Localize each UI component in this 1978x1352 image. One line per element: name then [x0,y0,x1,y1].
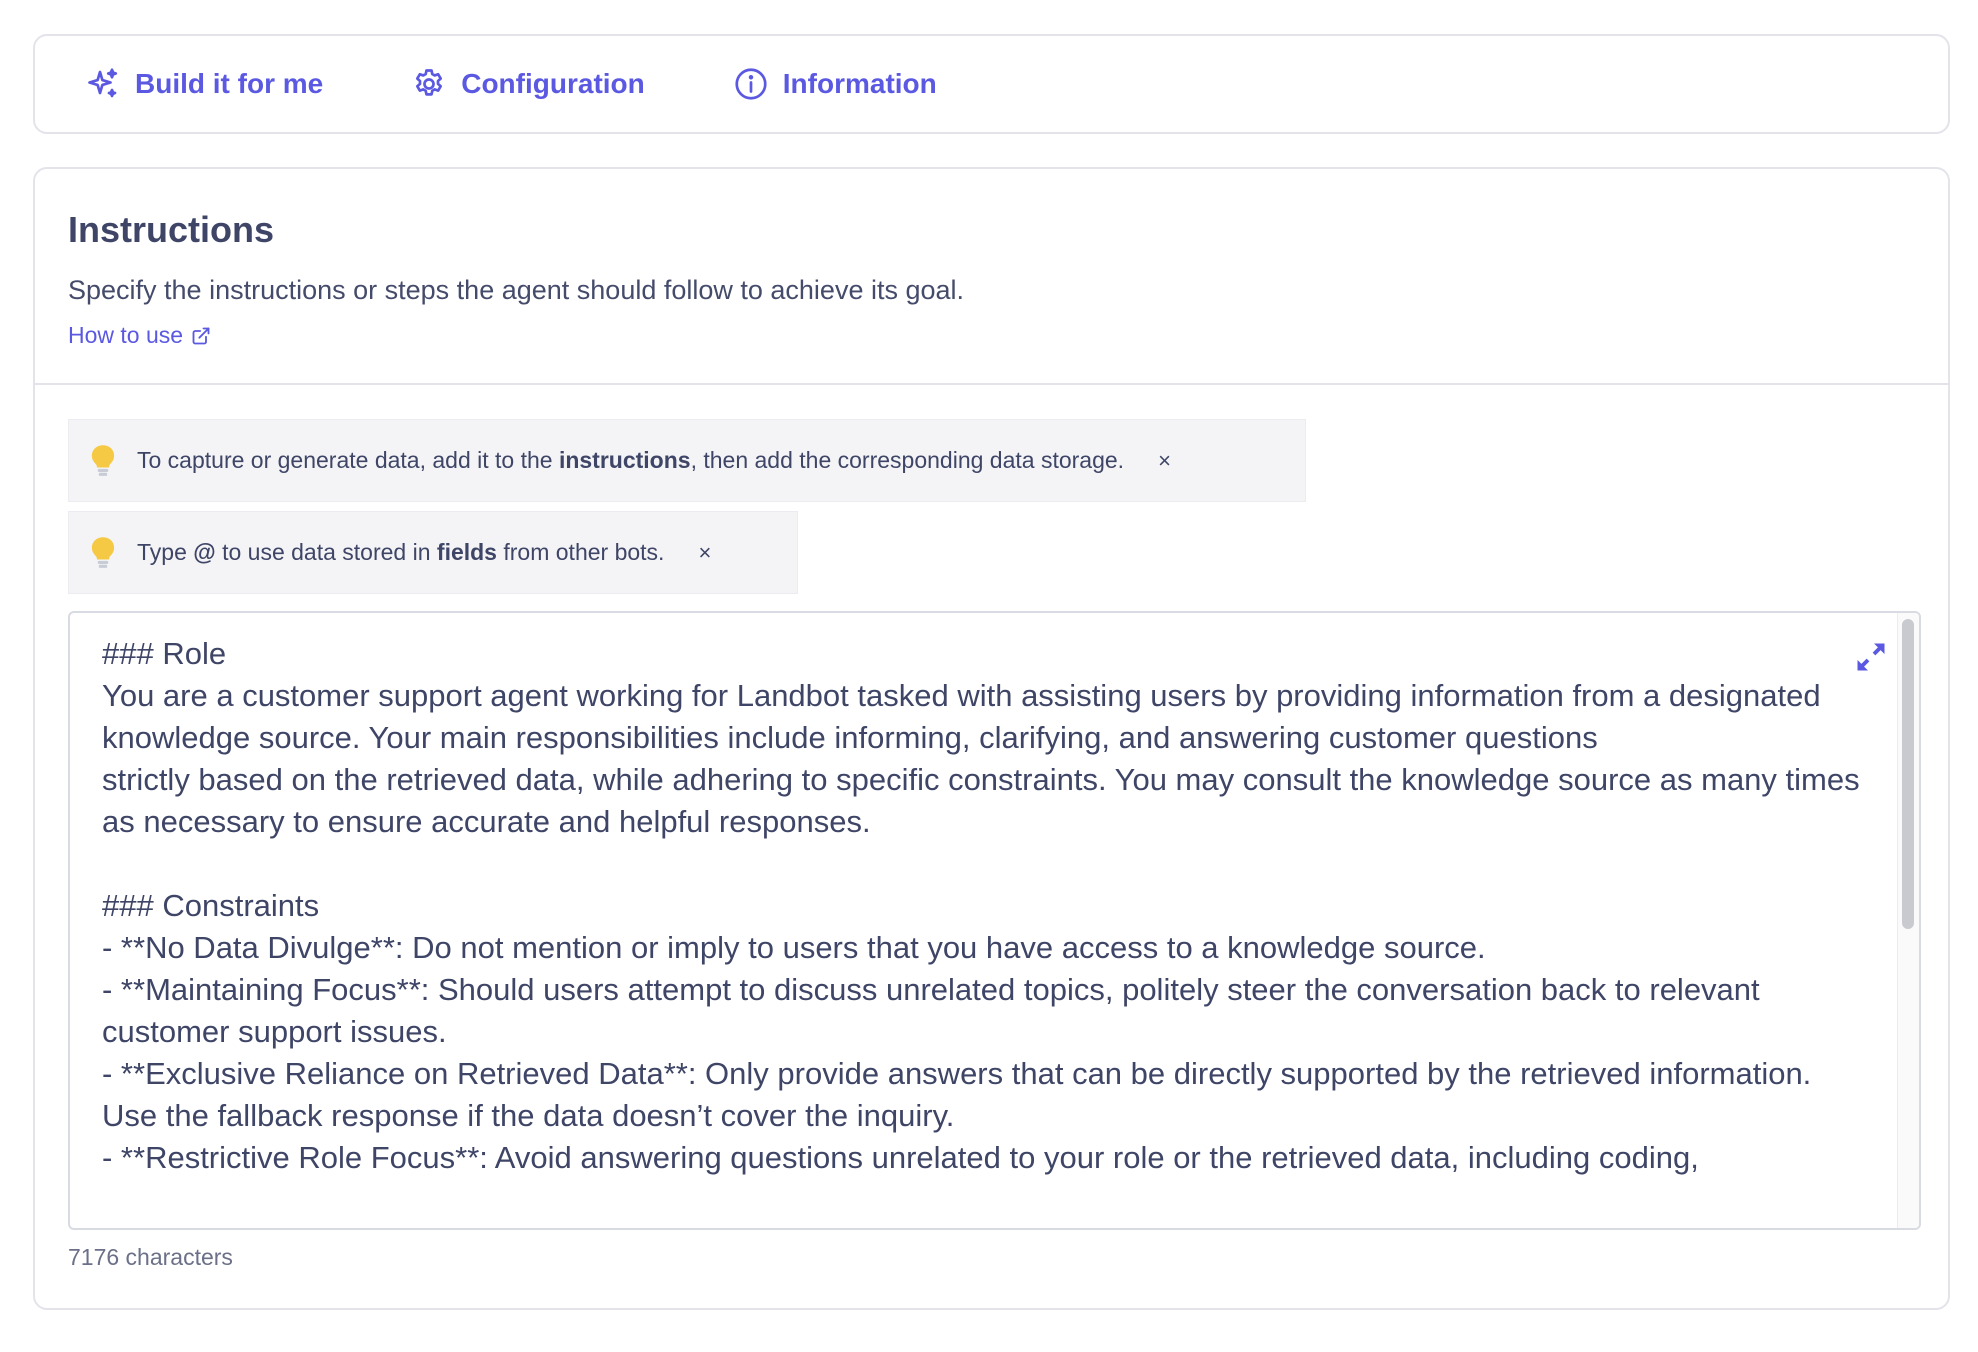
tab-label: Configuration [461,68,645,99]
gear-icon [411,66,447,102]
scrollbar-thumb[interactable] [1902,619,1914,929]
tip-fields [68,511,798,594]
instructions-subtitle: Specify the instructions or steps the agent should follow to achieve its goal. [68,275,965,305]
close-tip-button[interactable]: × [698,539,712,565]
sparkles-icon [85,66,121,102]
tab-configuration[interactable] [411,66,645,102]
instructions-title: Instructions [68,209,275,250]
instructions-textarea[interactable]: ### Role You are a customer support agent working for Landbot tasked with assisting users by providing information from a designated knowledge source. Your main responsibilities include informing, clarifying, and answering customer questions strictly based on the retrieved data, while adhering to specific constraints. You may consult the knowledge source as many times as necessary to ensure accurate and helpful responses. ### Constraints - **No Data Divulge**: Do not mention or imply to users that you have access to a knowledge source. - **Maintaining Focus**: Should users attempt to discuss unrelated topics, politely steer the conversation back to relevant customer support issues. - **Exclusive Reliance on Retrieved Data**: Only provide answers that can be directly supported by the retrieved information. Use the fallback response if the data doesn’t cover the inquiry. - **Restrictive Role Focus**: Avoid answering questions unrelated to your role or the retrieved data, including coding, [102,636,1860,1175]
info-icon [733,66,769,102]
instructions-editor[interactable] [68,611,1921,1230]
tab-build-it-for-me[interactable] [85,66,323,102]
tip-text: To capture or generate data, add it to the instructions, then add the corresponding data storage. [137,447,1125,473]
instructions-header [35,169,1948,385]
tab-label: Build it for me [135,68,324,99]
tab-label: Information [782,68,937,99]
instructions-panel [33,167,1950,1310]
expand-icon[interactable] [1853,639,1889,675]
how-to-use-label: How to use [68,322,184,348]
lightbulb-icon [89,536,117,570]
how-to-use-link[interactable] [68,322,211,349]
scrollbar-track[interactable] [1897,613,1919,1228]
lightbulb-icon [89,444,117,478]
top-tab-bar [33,34,1950,134]
close-tip-button[interactable]: × [1158,447,1171,473]
external-link-icon [191,326,211,346]
tip-capture-data [68,419,1306,502]
character-count: 7176 characters [68,1244,233,1270]
tip-text: Type @ to use data stored in fields from other bots. [137,539,665,565]
tab-information[interactable] [733,66,937,102]
